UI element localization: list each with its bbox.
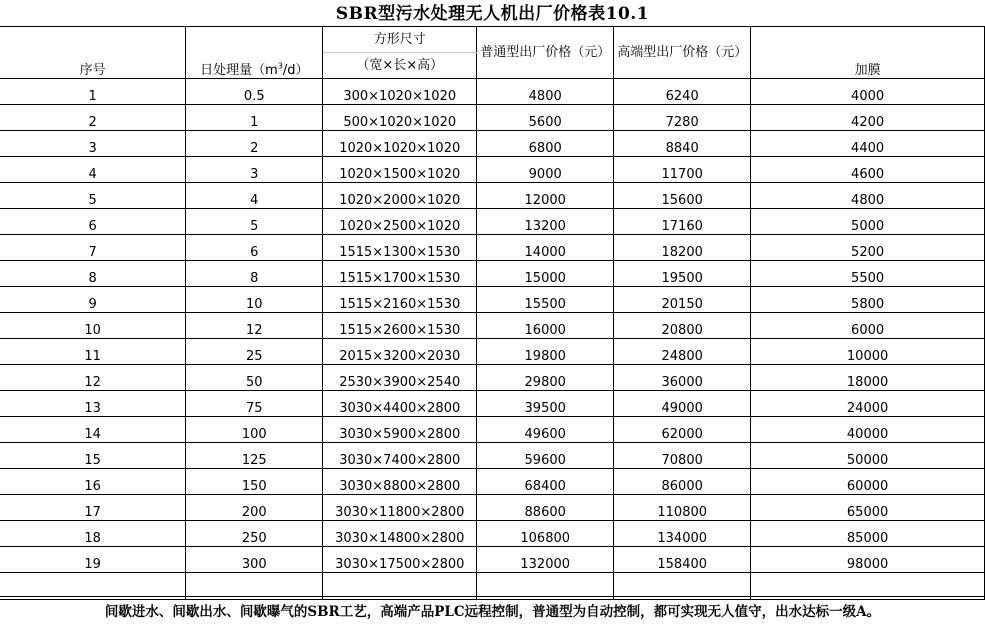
cell-capacity: 12	[186, 313, 323, 339]
cell-size: 1515×2600×1530	[323, 313, 477, 339]
cell-standard-price: 16000	[477, 313, 614, 339]
header-size-top: 方形尺寸	[323, 27, 477, 53]
cell-size: 2015×3200×2030	[323, 339, 477, 365]
table-row	[0, 547, 985, 573]
cell-standard-price: 9000	[477, 157, 614, 183]
cell-capacity: 150	[186, 469, 323, 495]
cell-membrane-price: 40000	[751, 417, 985, 443]
cell-capacity: 125	[186, 443, 323, 469]
cell-standard-price: 4800	[477, 79, 614, 105]
cell-standard-price: 19800	[477, 339, 614, 365]
cell-capacity: 0.5	[186, 79, 323, 105]
table-row	[0, 443, 985, 469]
cell-capacity: 8	[186, 261, 323, 287]
cell-high-end-price: 36000	[614, 365, 751, 391]
table-row	[0, 417, 985, 443]
header-size-bottom: （宽×长×高）	[323, 53, 477, 79]
cell-membrane-price: 85000	[751, 521, 985, 547]
cell-standard-price: 13200	[477, 209, 614, 235]
cell-high-end-price: 20800	[614, 313, 751, 339]
cell-membrane-price: 4400	[751, 131, 985, 157]
cell-size: 3030×11800×2800	[323, 495, 477, 521]
cell-index: 11	[0, 339, 186, 365]
cell-standard-price: 106800	[477, 521, 614, 547]
cell-index: 12	[0, 365, 186, 391]
cell-index: 13	[0, 391, 186, 417]
table-row	[0, 235, 985, 261]
header-high-end: 高端型出厂价格（元）	[614, 27, 751, 79]
table-row	[0, 469, 985, 495]
header-index: 序号	[0, 27, 186, 79]
cell-high-end-price: 8840	[614, 131, 751, 157]
table-row	[0, 339, 985, 365]
table-row	[0, 287, 985, 313]
table-row	[0, 183, 985, 209]
cell-size: 2530×3900×2540	[323, 365, 477, 391]
cell-index: 2	[0, 105, 186, 131]
cell-membrane-price: 4800	[751, 183, 985, 209]
cell-membrane-price: 18000	[751, 365, 985, 391]
cell-membrane-price: 4200	[751, 105, 985, 131]
cell-membrane-price: 5200	[751, 235, 985, 261]
cell-standard-price: 14000	[477, 235, 614, 261]
cell-membrane-price: 4600	[751, 157, 985, 183]
cell-capacity: 6	[186, 235, 323, 261]
cell-high-end-price: 70800	[614, 443, 751, 469]
cell-capacity: 2	[186, 131, 323, 157]
table-row	[0, 391, 985, 417]
cell-index: 19	[0, 547, 186, 573]
cell-standard-price: 12000	[477, 183, 614, 209]
cell-high-end-price: 134000	[614, 521, 751, 547]
cell-index: 7	[0, 235, 186, 261]
cell-capacity: 4	[186, 183, 323, 209]
cell-capacity: 50	[186, 365, 323, 391]
table-row	[0, 313, 985, 339]
table-row	[0, 131, 985, 157]
cell-size: 1515×2160×1530	[323, 287, 477, 313]
cell-high-end-price: 110800	[614, 495, 751, 521]
cell-standard-price: 6800	[477, 131, 614, 157]
price-table	[0, 26, 985, 600]
table-row	[0, 365, 985, 391]
cell-index: 16	[0, 469, 186, 495]
cell-capacity: 3	[186, 157, 323, 183]
cell-size: 3030×7400×2800	[323, 443, 477, 469]
cell-index: 4	[0, 157, 186, 183]
cell-high-end-price: 6240	[614, 79, 751, 105]
cell-standard-price: 15000	[477, 261, 614, 287]
cell-index: 10	[0, 313, 186, 339]
cell-membrane-price: 6000	[751, 313, 985, 339]
header-row	[0, 27, 985, 53]
cell-size: 3030×17500×2800	[323, 547, 477, 573]
cell-capacity: 200	[186, 495, 323, 521]
cell-capacity: 250	[186, 521, 323, 547]
header-capacity	[186, 27, 323, 79]
cell-membrane-price: 65000	[751, 495, 985, 521]
cell-high-end-price: 15600	[614, 183, 751, 209]
cell-membrane-price: 5800	[751, 287, 985, 313]
cell-size: 1020×1500×1020	[323, 157, 477, 183]
cell-standard-price: 59600	[477, 443, 614, 469]
header-capacity-suffix: /d）	[282, 63, 309, 78]
cell-standard-price: 5600	[477, 105, 614, 131]
cell-membrane-price: 60000	[751, 469, 985, 495]
header-capacity-prefix: 日处理量（m	[200, 63, 278, 78]
cell-membrane-price: 5500	[751, 261, 985, 287]
cell-size: 3030×8800×2800	[323, 469, 477, 495]
cell-high-end-price: 18200	[614, 235, 751, 261]
cell-membrane-price: 24000	[751, 391, 985, 417]
cell-capacity: 1	[186, 105, 323, 131]
cell-capacity: 300	[186, 547, 323, 573]
footer-note: 间歇进水、间歇出水、间歇曝气的SBR工艺，高端产品PLC远程控制，普通型为自动控制，都可实现无人值守，出水达标一级A。	[0, 596, 985, 624]
cell-high-end-price: 49000	[614, 391, 751, 417]
cell-capacity: 5	[186, 209, 323, 235]
header-standard: 普通型出厂价格（元）	[477, 27, 614, 79]
cell-index: 8	[0, 261, 186, 287]
cell-size: 300×1020×1020	[323, 79, 477, 105]
cell-high-end-price: 7280	[614, 105, 751, 131]
cell-capacity: 75	[186, 391, 323, 417]
cell-size: 3030×14800×2800	[323, 521, 477, 547]
table-row	[0, 105, 985, 131]
cell-index: 6	[0, 209, 186, 235]
cell-high-end-price: 158400	[614, 547, 751, 573]
table-row	[0, 521, 985, 547]
table-row	[0, 79, 985, 105]
header-capacity-sup: 3	[277, 61, 283, 71]
cell-index: 18	[0, 521, 186, 547]
cell-high-end-price: 86000	[614, 469, 751, 495]
cell-index: 9	[0, 287, 186, 313]
header-membrane: 加膜	[751, 27, 985, 79]
cell-high-end-price: 17160	[614, 209, 751, 235]
cell-standard-price: 39500	[477, 391, 614, 417]
table-row	[0, 157, 985, 183]
cell-standard-price: 88600	[477, 495, 614, 521]
cell-index: 5	[0, 183, 186, 209]
cell-size: 3030×5900×2800	[323, 417, 477, 443]
cell-standard-price: 68400	[477, 469, 614, 495]
table-row	[0, 209, 985, 235]
table-body	[0, 79, 985, 600]
cell-size: 500×1020×1020	[323, 105, 477, 131]
table-row	[0, 261, 985, 287]
cell-index: 17	[0, 495, 186, 521]
cell-size: 1515×1300×1530	[323, 235, 477, 261]
cell-membrane-price: 50000	[751, 443, 985, 469]
cell-high-end-price: 62000	[614, 417, 751, 443]
cell-high-end-price: 24800	[614, 339, 751, 365]
cell-size: 3030×4400×2800	[323, 391, 477, 417]
cell-size: 1020×1020×1020	[323, 131, 477, 157]
cell-size: 1515×1700×1530	[323, 261, 477, 287]
cell-membrane-price: 4000	[751, 79, 985, 105]
cell-high-end-price: 20150	[614, 287, 751, 313]
cell-standard-price: 132000	[477, 547, 614, 573]
cell-standard-price: 29800	[477, 365, 614, 391]
cell-high-end-price: 19500	[614, 261, 751, 287]
cell-size: 1020×2000×1020	[323, 183, 477, 209]
cell-standard-price: 15500	[477, 287, 614, 313]
cell-standard-price: 49600	[477, 417, 614, 443]
cell-index: 15	[0, 443, 186, 469]
table-row	[0, 495, 985, 521]
cell-capacity: 10	[186, 287, 323, 313]
cell-high-end-price: 11700	[614, 157, 751, 183]
cell-index: 14	[0, 417, 186, 443]
cell-membrane-price: 10000	[751, 339, 985, 365]
cell-size: 1020×2500×1020	[323, 209, 477, 235]
cell-index: 3	[0, 131, 186, 157]
cell-membrane-price: 98000	[751, 547, 985, 573]
cell-index: 1	[0, 79, 186, 105]
cell-capacity: 25	[186, 339, 323, 365]
page-title: SBR型污水处理无人机出厂价格表10.1	[335, 4, 650, 24]
cell-capacity: 100	[186, 417, 323, 443]
cell-membrane-price: 5000	[751, 209, 985, 235]
